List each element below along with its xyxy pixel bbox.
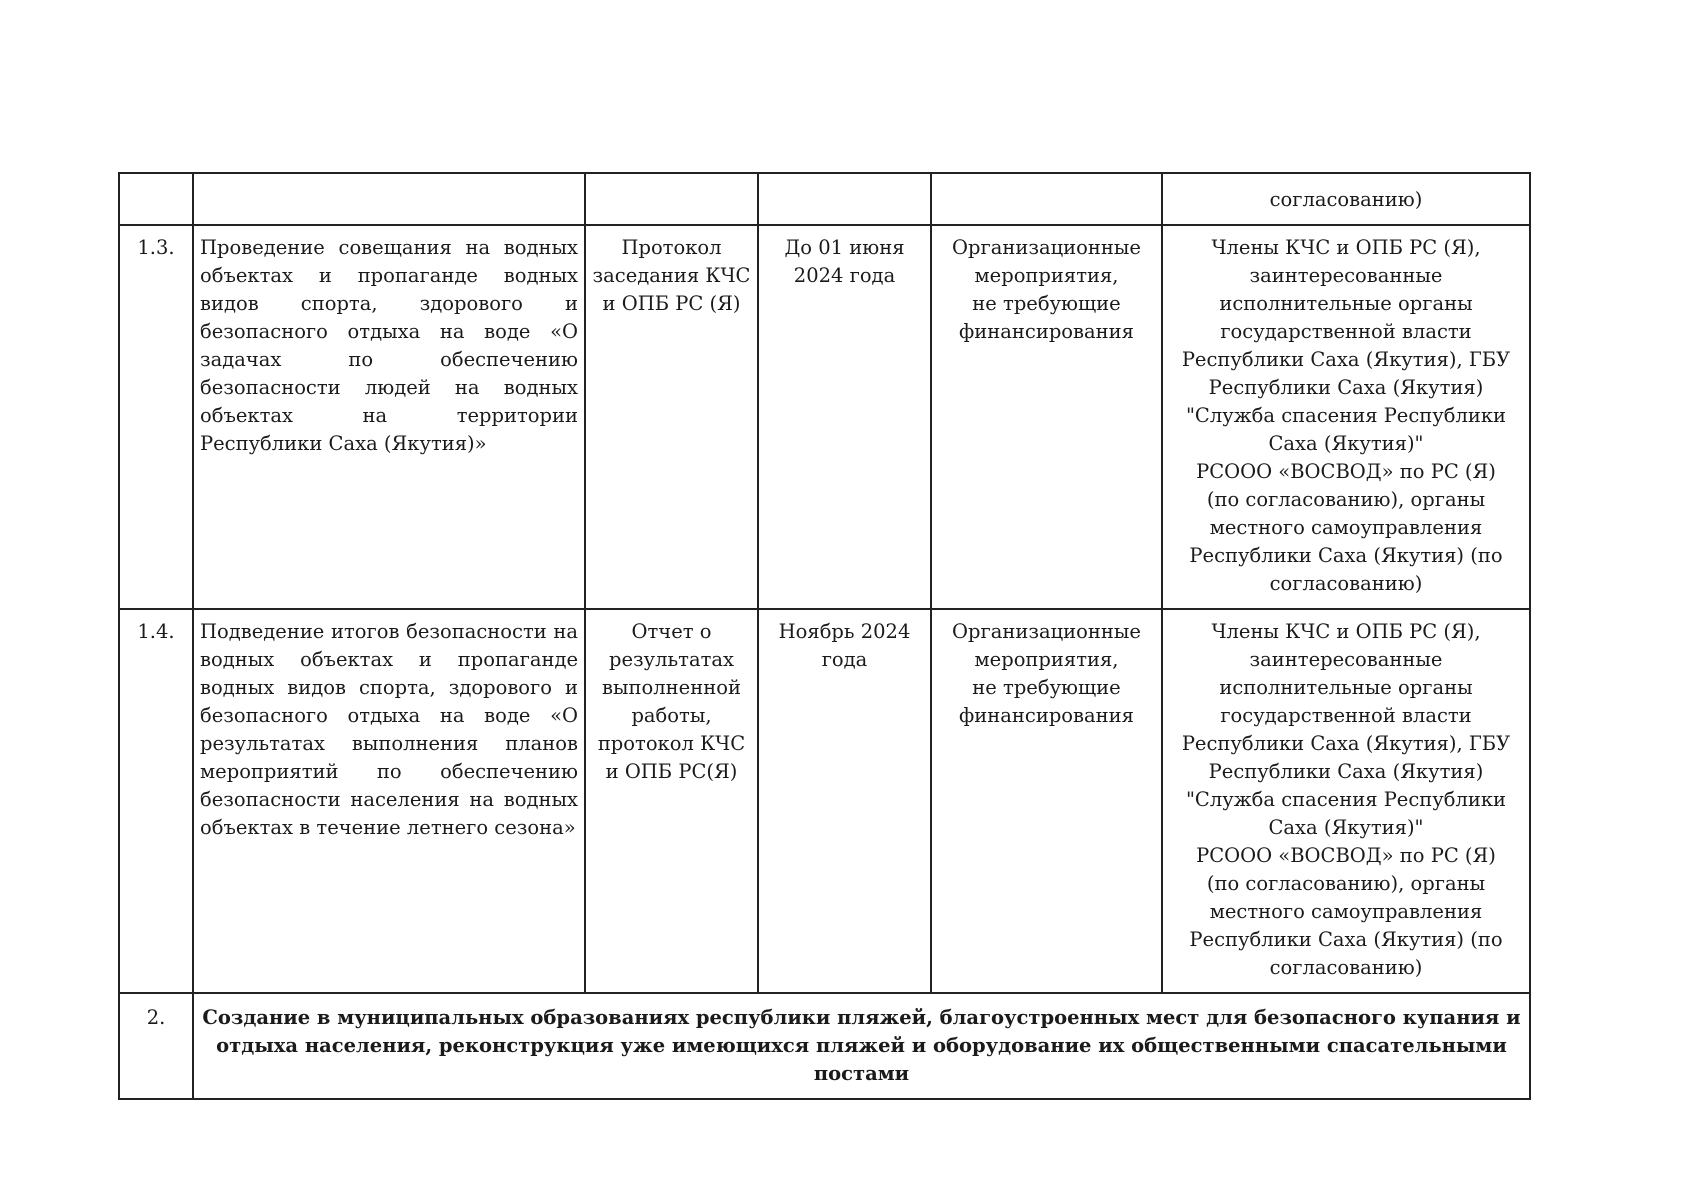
responsible-line: "Служба спасения Республики <box>1185 788 1507 811</box>
responsible-line: РСООО «ВОСВОД» по РС (Я) <box>1196 844 1496 867</box>
responsible-line: заинтересованные <box>1249 648 1443 671</box>
deadline: Ноябрь 2024 года <box>758 609 931 993</box>
responsible-line: местного самоуправления <box>1209 516 1483 539</box>
responsible-line: Республики Саха (Якутия) <box>1208 376 1484 399</box>
responsible-line: Республики Саха (Якутия), ГБУ <box>1181 732 1511 755</box>
number-cell <box>119 173 193 225</box>
event-description: Подведение итогов безопасности на водных объектах и пропаганде водных видов спорта, здорового и безопасного отдыха на воде «О результатах выполнения планов мероприятий по обеспечению безопасности населения на водных объектах в течение летнего сезона» <box>193 609 585 993</box>
responsible-line: исполнительные органы <box>1219 292 1473 315</box>
financing-line: не требующие <box>972 676 1121 699</box>
section-title: Создание в муниципальных образованиях республики пляжей, благоустроенных мест для безопасного купания и отдыха населения, реконструкция уже имеющихся пляжей и оборудование их общественными спасательными постами <box>193 993 1530 1099</box>
financing-line: мероприятия, <box>974 264 1119 287</box>
deadline-cell <box>758 173 931 225</box>
financing <box>931 225 1162 609</box>
event-cell <box>193 173 585 225</box>
responsible-line: (по согласованию), органы <box>1206 488 1486 511</box>
responsible-line: местного самоуправления <box>1209 900 1483 923</box>
result-form: Отчет о результатах выполненной работы, протокол КЧС и ОПБ РС(Я) <box>585 609 758 993</box>
responsible-line: Члены КЧС и ОПБ РС (Я), <box>1211 236 1481 259</box>
table-row <box>119 609 1530 993</box>
responsible-line: государственной власти <box>1220 704 1472 727</box>
financing <box>931 609 1162 993</box>
responsible-line: Члены КЧС и ОПБ РС (Я), <box>1211 620 1481 643</box>
financing-cell <box>931 173 1162 225</box>
responsible-line: заинтересованные <box>1249 264 1443 287</box>
activity-plan-table <box>118 172 1531 1100</box>
responsible-line: государственной власти <box>1220 320 1472 343</box>
document-page <box>118 172 1529 1100</box>
responsible-line: Республики Саха (Якутия) (по <box>1189 544 1503 567</box>
responsible-line: (по согласованию), органы <box>1206 872 1486 895</box>
financing-line: Организационные <box>952 236 1141 259</box>
financing-line: финансирования <box>959 320 1134 343</box>
responsible-cell: согласованию) <box>1162 173 1530 225</box>
row-number: 1.4. <box>119 609 193 993</box>
responsible <box>1162 225 1530 609</box>
responsible-line: Республики Саха (Якутия) (по <box>1189 928 1503 951</box>
responsible-line: Республики Саха (Якутия) <box>1208 760 1484 783</box>
result-form: Протокол заседания КЧС и ОПБ РС (Я) <box>585 225 758 609</box>
responsible-line: Республики Саха (Якутия), ГБУ <box>1181 348 1511 371</box>
responsible-line: "Служба спасения Республики <box>1185 404 1507 427</box>
responsible-line: исполнительные органы <box>1219 676 1473 699</box>
responsible-line: согласованию) <box>1269 572 1423 595</box>
financing-line: не требующие <box>972 292 1121 315</box>
responsible-line: Саха (Якутия)" <box>1268 432 1424 455</box>
event-description: Проведение совещания на водных объектах и пропаганде водных видов спорта, здорового и безопасного отдыха на воде «О задачах по обеспечению безопасности людей на водных объектах на территории Республики Саха (Якутия)» <box>193 225 585 609</box>
responsible-line: РСООО «ВОСВОД» по РС (Я) <box>1196 460 1496 483</box>
financing-line: мероприятия, <box>974 648 1119 671</box>
section-header-row <box>119 993 1530 1099</box>
deadline: До 01 июня 2024 года <box>758 225 931 609</box>
financing-line: финансирования <box>959 704 1134 727</box>
section-number: 2. <box>119 993 193 1099</box>
table-row-continuation <box>119 173 1530 225</box>
result-form-cell <box>585 173 758 225</box>
responsible-line: Саха (Якутия)" <box>1268 816 1424 839</box>
row-number: 1.3. <box>119 225 193 609</box>
responsible <box>1162 609 1530 993</box>
financing-line: Организационные <box>952 620 1141 643</box>
table-row <box>119 225 1530 609</box>
responsible-line: согласованию) <box>1269 956 1423 979</box>
